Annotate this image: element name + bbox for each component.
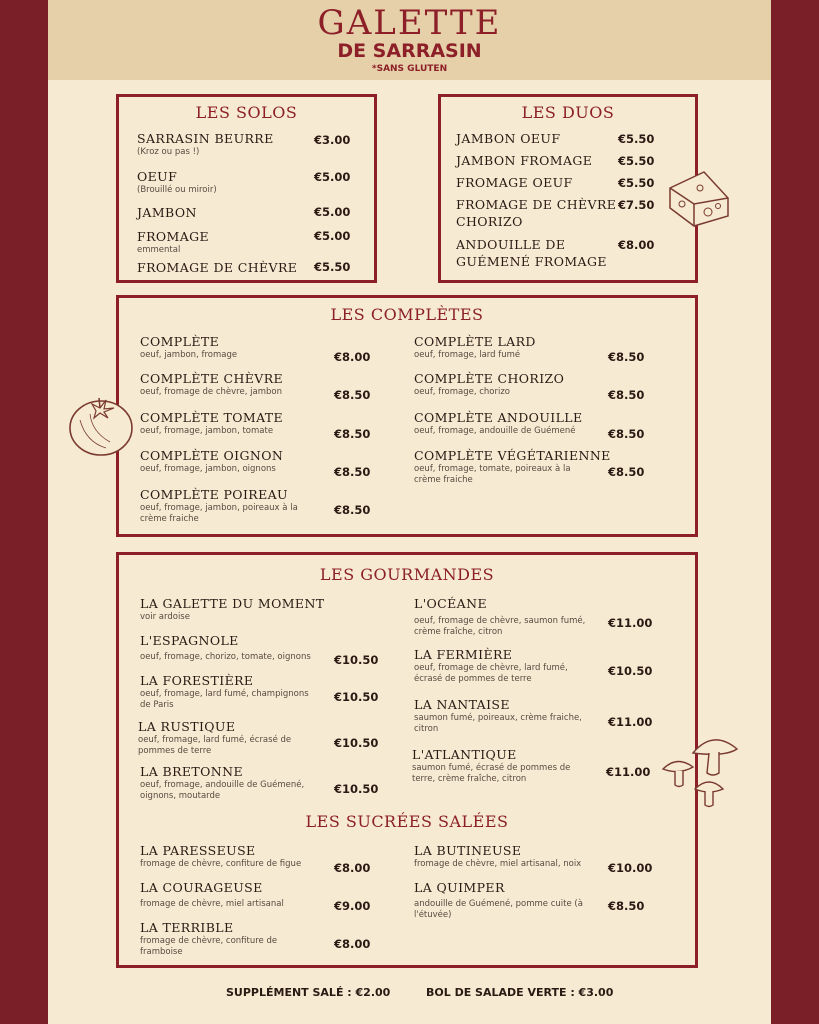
menu-item [414, 409, 594, 437]
item-name: FROMAGE OEUF [456, 175, 573, 190]
item-desc: emmental [137, 245, 181, 255]
bol-salade: BOL DE SALADE VERTE : €3.00 [426, 986, 614, 999]
item-desc: oeuf, fromage, lard fumé [414, 350, 521, 360]
item-desc: oeuf, fromage, chorizo, tomate, oignons [140, 652, 311, 662]
menu-item [414, 879, 599, 921]
item-name: COMPLÈTE TOMATE [140, 410, 284, 425]
item-name: COMPLÈTE LARD [414, 334, 536, 349]
item-name: JAMBON OEUF [456, 131, 561, 146]
item-desc: oeuf, fromage, tomate, poireaux à la crème fraiche [414, 464, 571, 485]
item-price: €9.00 [334, 899, 371, 913]
item-name: LA GALETTE DU MOMENT [140, 596, 325, 611]
item-name: COMPLÈTE POIREAU [140, 487, 288, 502]
item-price: €3.00 [314, 133, 351, 147]
section-title: LES DUOS [521, 103, 615, 122]
item-name: COMPLÈTE CHÈVRE [140, 371, 284, 386]
item-name: LA COURAGEUSE [140, 880, 263, 895]
item-name: COMPLÈTE VÉGÉTARIENNE [414, 448, 611, 463]
menu-item [414, 595, 599, 638]
item-name: OEUF [137, 169, 178, 184]
menu-header [48, 0, 771, 80]
menu-item [137, 130, 274, 158]
solos-section [116, 94, 377, 283]
menu-page [48, 0, 771, 1024]
completes-section [116, 295, 698, 537]
item-price: €11.00 [608, 616, 653, 630]
item-price: €8.50 [608, 388, 645, 402]
menu-item [137, 168, 217, 196]
menu-item [412, 746, 592, 785]
item-desc: fromage de chèvre, miel artisanal [140, 899, 284, 909]
item-name: L'OCÉANE [414, 596, 487, 611]
item-desc: (Kroz ou pas !) [137, 147, 200, 157]
menu-item [138, 718, 318, 757]
item-price: €5.50 [618, 132, 655, 146]
item-name: LA NANTAISE [414, 697, 510, 712]
menu-item [140, 486, 320, 525]
menu-item [137, 259, 297, 276]
item-name: LA BRETONNE [140, 764, 244, 779]
item-price: €8.50 [608, 465, 645, 479]
item-name: LA BUTINEUSE [414, 843, 522, 858]
item-price: €5.00 [314, 205, 351, 219]
item-name: SARRASIN BEURRE [137, 131, 274, 146]
item-price: €8.00 [618, 238, 655, 252]
menu-item [140, 447, 320, 475]
item-name: LA QUIMPER [414, 880, 505, 895]
menu-item [414, 370, 594, 398]
section-title: LES GOURMANDES [319, 565, 495, 584]
menu-item [140, 763, 320, 802]
item-price: €8.50 [334, 388, 371, 402]
item-price: €8.50 [608, 899, 645, 913]
section-title: LES SOLOS [195, 103, 298, 122]
item-price: €5.00 [314, 170, 351, 184]
section-title: LES SUCRÉES SALÉES [305, 812, 509, 831]
item-name: LA PARESSEUSE [140, 843, 256, 858]
item-price: €10.50 [334, 736, 379, 750]
item-price: €8.00 [334, 937, 371, 951]
item-desc: oeuf, fromage, chorizo [414, 387, 511, 397]
item-name: FROMAGE DE CHÈVRE CHORIZO [456, 197, 617, 229]
item-price: €5.00 [314, 229, 351, 243]
item-desc: voir ardoise [140, 612, 190, 622]
item-price: €5.50 [618, 154, 655, 168]
item-name: LA RUSTIQUE [138, 719, 236, 734]
item-name: LA TERRIBLE [140, 920, 234, 935]
menu-title: GALETTE [317, 3, 502, 43]
item-desc: fromage de chèvre, confiture de figue [140, 859, 302, 869]
menu-item [414, 842, 604, 870]
item-price: €5.50 [618, 176, 655, 190]
item-name: LA FERMIÈRE [414, 647, 513, 662]
item-name: ANDOUILLE DE GUÉMENÉ FROMAGE [456, 237, 607, 269]
item-price: €10.50 [334, 653, 379, 667]
menu-item [140, 879, 330, 910]
menu-subtitle: DE SARRASIN [337, 40, 482, 62]
item-name: COMPLÈTE CHORIZO [414, 371, 565, 386]
item-name: COMPLÈTE ANDOUILLE [414, 410, 583, 425]
item-price: €7.50 [618, 198, 655, 212]
item-desc: oeuf, fromage, jambon, tomate [140, 426, 274, 436]
menu-item [140, 333, 320, 361]
item-desc: oeuf, fromage de chèvre, lard fumé, écrasé de pommes de terre [414, 663, 568, 684]
item-name: FROMAGE [137, 229, 210, 244]
item-desc: oeuf, fromage, andouille de Guémené, oignons, moutarde [140, 780, 305, 801]
item-name: L'ESPAGNOLE [140, 633, 239, 648]
supplement-sale: SUPPLÉMENT SALÉ : €2.00 [226, 986, 391, 999]
menu-item [140, 672, 320, 711]
menu-item [137, 204, 197, 221]
item-desc: fromage de chèvre, confiture de framboise [140, 936, 278, 957]
gourmandes-section [116, 552, 698, 968]
menu-item [137, 228, 209, 256]
item-desc: oeuf, fromage, andouille de Guémené [414, 426, 576, 436]
item-price: €10.50 [334, 782, 379, 796]
item-name: COMPLÈTE OIGNON [140, 448, 284, 463]
item-desc: oeuf, fromage, jambon, poireaux à la crème fraiche [140, 503, 298, 524]
item-name: LA FORESTIÈRE [140, 673, 254, 688]
item-desc: oeuf, fromage, jambon, oignons [140, 464, 276, 474]
cheese-icon [664, 168, 734, 228]
item-desc: oeuf, fromage de chèvre, saumon fumé, crème fraîche, citron [414, 616, 586, 637]
item-name: JAMBON FROMAGE [456, 153, 593, 168]
gluten-note: *SANS GLUTEN [371, 64, 448, 74]
duos-section [438, 94, 698, 283]
item-price: €5.50 [314, 260, 351, 274]
menu-item [140, 370, 320, 398]
item-price: €8.50 [608, 427, 645, 441]
item-price: €10.50 [334, 690, 379, 704]
item-desc: (Brouillé ou miroir) [137, 185, 217, 195]
menu-item [414, 646, 594, 685]
item-desc: andouille de Guémené, pomme cuite (à l'étuvée) [414, 899, 583, 920]
menu-item [414, 696, 594, 735]
mushroom-icon [661, 731, 741, 809]
item-price: €8.00 [334, 350, 371, 364]
item-name: JAMBON [137, 205, 197, 220]
menu-item [140, 595, 340, 623]
item-price: €8.50 [334, 427, 371, 441]
item-desc: saumon fumé, écrasé de pommes de terre, crème fraîche, citron [412, 763, 571, 784]
item-desc: oeuf, fromage de chèvre, jambon [140, 387, 282, 397]
menu-item [140, 919, 320, 958]
item-desc: oeuf, jambon, fromage [140, 350, 238, 360]
item-name: FROMAGE DE CHÈVRE [137, 260, 298, 275]
menu-item [414, 447, 611, 486]
item-price: €8.50 [334, 503, 371, 517]
menu-item [140, 632, 330, 663]
item-price: €10.50 [608, 664, 653, 678]
item-name: L'ATLANTIQUE [412, 747, 517, 762]
tomato-icon [66, 392, 136, 458]
item-desc: oeuf, fromage, lard fumé, écrasé de pommes de terre [138, 735, 292, 756]
item-price: €8.00 [334, 861, 371, 875]
item-name: COMPLÈTE [140, 334, 220, 349]
item-desc: oeuf, fromage, lard fumé, champignons de Paris [140, 689, 309, 710]
menu-item [140, 842, 330, 870]
item-desc: saumon fumé, poireaux, crème fraiche, citron [414, 713, 582, 734]
menu-item [414, 333, 594, 361]
item-price: €8.50 [608, 350, 645, 364]
item-price: €10.00 [608, 861, 653, 875]
item-price: €8.50 [334, 465, 371, 479]
menu-item [140, 409, 320, 437]
item-price: €11.00 [606, 765, 651, 779]
item-desc: fromage de chèvre, miel artisanal, noix [414, 859, 582, 869]
section-title: LES COMPLÈTES [330, 305, 484, 324]
item-price: €11.00 [608, 715, 653, 729]
